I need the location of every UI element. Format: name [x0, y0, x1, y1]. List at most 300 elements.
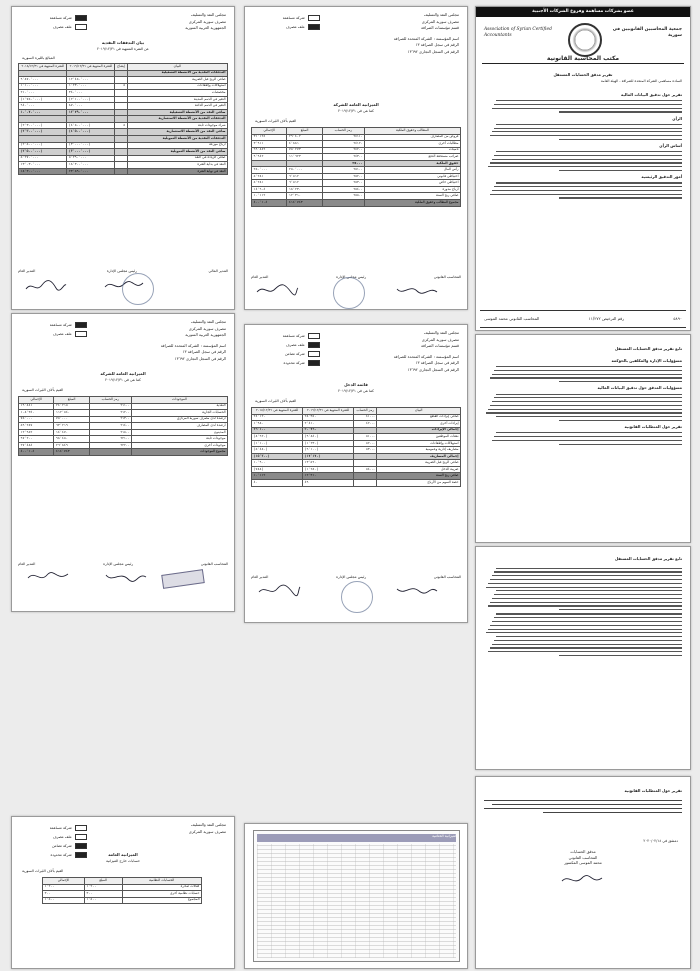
- company-seal-icon: [122, 273, 154, 305]
- text-line: [492, 131, 682, 132]
- header-line: مصرف سورية المركزي: [188, 325, 226, 331]
- table-cell: [89, 449, 131, 456]
- table-cell: التغير في الذمم الدائنة: [127, 103, 227, 110]
- page-cash-flow-statement: [11, 6, 235, 310]
- table-cell: ٥٣٠٠٠: [353, 447, 376, 454]
- signature-auditor: المحاسب القانوني: [200, 562, 228, 566]
- page-header: [392, 331, 459, 374]
- report-title: تقرير مدقق الحسابات المستقل: [553, 72, 613, 77]
- checkbox-label: شركة مساهمة: [282, 15, 305, 20]
- table-cell: ٥٬٢٧٠٬٠٠٠: [19, 155, 67, 162]
- text-line: [559, 381, 682, 382]
- column-header: المبلغ: [54, 397, 89, 404]
- table-cell: ٥٬٢٩٠٬٠٠٠: [67, 155, 115, 162]
- page-header: [392, 13, 459, 56]
- table-cell: صافي ربح السنة: [377, 473, 461, 480]
- currency-note: القيم بآلاف الليرات السورية: [22, 388, 64, 392]
- table-cell: (٩٬٨٤٠): [302, 434, 353, 441]
- table-cell: ٢٥٢٠٠: [322, 173, 364, 180]
- text-line: [488, 605, 682, 606]
- table-cell: ١٢٬٩٥٢: [19, 429, 54, 436]
- footer-license: رقم الترخيص ١١/٢٧٢: [588, 315, 625, 321]
- table-cell: ٢٤٣٠٠: [322, 154, 364, 161]
- checkbox-icon[interactable]: [75, 843, 87, 849]
- header-line: اسم المؤسسة : الشركة المتحدة للصرافة: [160, 342, 226, 348]
- checkbox-icon[interactable]: [308, 360, 320, 366]
- checkbox-label: شركة مساهمة: [49, 15, 72, 20]
- table-cell: ٧٥٬٠٠٠: [54, 416, 89, 423]
- paragraph-block: [484, 151, 682, 171]
- currency-note: المبالغ بالليرة السورية: [22, 56, 55, 60]
- text-line: [492, 108, 682, 109]
- table-cell: المجموع: [122, 897, 202, 904]
- table-cell: ١٬٢٠٠: [43, 884, 85, 891]
- table-cell: النقد في بداية الفترة: [127, 162, 227, 169]
- table-cell: ١٠٬٠٧٠٬٠٠٠: [19, 109, 67, 116]
- table-cell: ٣٠٬٧٦٠: [302, 427, 353, 434]
- table-cell: (٢٬٣٠٠٬٠٠٠): [19, 122, 67, 129]
- column-header: الإجمالي: [19, 397, 54, 404]
- table-cell: ١٢٬٤٥٠٬٠٠٠: [67, 77, 115, 84]
- table-row: [252, 200, 461, 207]
- table-cell: (٧٨٨): [252, 466, 303, 473]
- text-line: [494, 104, 682, 105]
- table-cell: قروض من المصارف: [364, 134, 460, 141]
- table-cell: ١١٬٦٢٣: [287, 154, 322, 161]
- checkbox-icon[interactable]: [308, 333, 320, 339]
- header-line: الرقم في سجل الصرافة ١٣: [182, 349, 226, 355]
- table-cell: ٢٧٬٤٨٤: [19, 442, 54, 449]
- table-cell: ١٢٬٧٩٠٬٠٠٠: [67, 109, 115, 116]
- table-cell: احتياطي قانوني: [364, 173, 460, 180]
- table-cell: النقدية: [131, 403, 227, 410]
- income-table: [251, 407, 461, 487]
- section-heading: أساس الرأي: [659, 143, 682, 149]
- statement-subtitle: حسابات خارج الميزانية: [106, 859, 140, 863]
- text-line: [492, 440, 682, 441]
- sheet-title: الميزانية الختامية: [432, 834, 457, 838]
- column-header: المطالب وحقوق الملكية: [364, 128, 460, 135]
- table-cell: ٥: [115, 122, 127, 129]
- text-line: [492, 644, 682, 645]
- text-line: [496, 590, 682, 591]
- statement-title: قائمة الدخل: [344, 382, 368, 387]
- checkbox-label: ملف مصرف: [52, 331, 72, 336]
- table-cell: التدفقات النقدية من الأنشطة التشغيلية: [127, 70, 227, 77]
- signature-gm: المدير العام: [251, 275, 269, 279]
- header-line: مصرف سورية المركزي: [188, 828, 226, 834]
- firm-name: مكتب المحاسبة القانونية: [546, 55, 620, 62]
- checkbox-row[interactable]: [20, 834, 87, 840]
- table-cell: ١٬٥٠٠: [84, 897, 122, 904]
- table-cell: ٤١٠٠٠: [353, 414, 376, 421]
- table-cell: (١٧٬١٧٠): [302, 453, 353, 460]
- table-cell: (٤٬٥٠٠٬٠٠٠): [67, 129, 115, 136]
- table-cell: ٥٢٠٠٠: [353, 440, 376, 447]
- table-cell: صافي الزيادة في النقد: [127, 155, 227, 162]
- header-line: مصرف سورية المركزي: [421, 336, 459, 342]
- table-cell: (١٬٢٨٠): [302, 466, 353, 473]
- table-cell: ٦٬٥١٢: [287, 180, 322, 187]
- table-cell: (٨٬٦٢٠): [252, 434, 303, 441]
- checkbox-icon[interactable]: [308, 351, 320, 357]
- table-cell: ٢٤١٢٠: [322, 141, 364, 148]
- entity-type-checkboxes: [20, 15, 87, 33]
- table-cell: صافي ربح السنة: [364, 193, 460, 200]
- checkbox-row[interactable]: [253, 333, 320, 339]
- table-cell: (١٥٬٢٠٠): [252, 453, 303, 460]
- table-cell: استهلاكات وإطفاءات: [377, 440, 461, 447]
- table-cell: تأمينات: [364, 147, 460, 154]
- text-line: [492, 401, 682, 402]
- text-line: [494, 594, 682, 595]
- checkbox-row[interactable]: [253, 351, 320, 357]
- checkbox-label: ملف مصرف: [52, 24, 72, 29]
- table-cell: صافي النقد من الأنشطة التشغيلية: [127, 109, 227, 116]
- checkbox-label: ملف مصرف: [285, 342, 305, 347]
- page-report-continued: [475, 334, 691, 543]
- table-cell: ٥: [115, 83, 127, 90]
- text-line: [488, 651, 682, 652]
- page-header: [159, 13, 226, 33]
- page-off-balance: [11, 816, 235, 969]
- table-cell: ٢٥٥٠٠: [322, 193, 364, 200]
- header-line: الرقم في السجل التجاري ١٣٦٩٢: [174, 355, 226, 361]
- report-sections: [484, 565, 682, 659]
- signature-chairman: رئيس مجلس الإدارة: [336, 275, 367, 279]
- checkbox-row[interactable]: [253, 360, 320, 366]
- checkbox-icon[interactable]: [75, 15, 87, 21]
- report-addressee: السادة مساهمي الشركة المتحدة للصرافة - الهيئة العامة: [600, 79, 682, 83]
- text-line: [488, 583, 682, 584]
- checkbox-row[interactable]: [253, 24, 320, 30]
- report-sections: [484, 355, 682, 448]
- text-line: [494, 397, 682, 398]
- paragraph-block: [484, 100, 682, 113]
- table-cell: التغير في الذمم المدينة: [127, 96, 227, 103]
- table-cell: (١٬٢٣٠): [302, 440, 353, 447]
- table-cell: أرصدة لدى المصارف: [131, 423, 227, 430]
- checkbox-icon[interactable]: [308, 24, 320, 30]
- entity-type-checkboxes: [253, 15, 320, 33]
- text-line: [488, 629, 682, 630]
- text-line: [559, 444, 682, 445]
- table-cell: [322, 200, 364, 207]
- table-cell: ٥٬٢٨١: [252, 180, 287, 187]
- signature-scribble-icon: [24, 279, 68, 293]
- header-line: مصرف سورية المركزي: [188, 18, 226, 24]
- header-line: مجلس النقد والتسليف: [190, 12, 226, 17]
- table-cell: [353, 480, 376, 487]
- table-cell: ٤٠٠٬١٠٤: [19, 449, 54, 456]
- column-header: للفترة المنتهية في ٢٠١٨/١٢/٣١: [19, 64, 67, 71]
- table-cell: ٢٢١٠٠: [89, 436, 131, 443]
- table-cell: إجمالي الإيرادات: [377, 427, 461, 434]
- table-cell: مجموع الموجودات: [131, 449, 227, 456]
- header-line: اسم المؤسسة : الشركة المتحدة للصرافة: [393, 353, 459, 359]
- off-balance-table: [42, 877, 202, 904]
- table-cell: ٤١٤٬٧٤٣: [287, 200, 322, 207]
- section-heading: أمور التدقيق الرئيسية: [641, 174, 682, 180]
- table-cell: ١٬٩٨٠: [252, 421, 303, 428]
- table-cell: ١٬٥٠٠: [43, 897, 85, 904]
- table-cell: ٢٦٬١٠٠: [252, 427, 303, 434]
- signature-scribble-icon: [104, 570, 148, 584]
- checkbox-icon[interactable]: [308, 342, 320, 348]
- entity-type-checkboxes: [253, 333, 320, 369]
- text-line: [559, 609, 682, 610]
- table-cell: موجودات أخرى: [131, 442, 227, 449]
- paragraph-block: [484, 394, 682, 422]
- report-sections: [484, 89, 682, 202]
- table-cell: ٦٣٬٢١٩: [54, 423, 89, 430]
- table-cell: ٦٬٥١٢: [287, 173, 322, 180]
- table-cell: (٢٬١٠٠٬٠٠٠): [67, 96, 115, 103]
- checkbox-icon[interactable]: [308, 15, 320, 21]
- table-cell: صافي النقد من الأنشطة الاستثمارية: [127, 129, 227, 136]
- text-line: [496, 432, 682, 433]
- table-cell: ٣٠٠: [84, 891, 122, 898]
- page-income-statement: [244, 324, 468, 623]
- text-line: [490, 135, 682, 136]
- checkbox-icon[interactable]: [75, 825, 87, 831]
- table-cell: ٣١٬١٢٤: [252, 134, 287, 141]
- signature-gm: المدير العام: [18, 562, 36, 566]
- table-row: [19, 168, 228, 175]
- section-heading: مسؤوليات المدقق حول تدقيق البيانات المالية: [597, 385, 682, 391]
- signature-auditor: المحاسب القانوني: [433, 575, 461, 579]
- table-cell: صافي إيرادات القطع: [377, 414, 461, 421]
- signature-block: [18, 562, 228, 566]
- association-name-en: Association of Syrian Certified Accountants: [484, 27, 552, 39]
- legal-requirements-section: [484, 785, 682, 795]
- table-cell: ٢٩٬٤٠٢: [287, 134, 322, 141]
- header-line: مجلس النقد والتسليف: [190, 319, 226, 324]
- text-line: [490, 194, 682, 195]
- closing-signature: [476, 849, 690, 866]
- table-cell: (٦٬١٠٠): [302, 447, 353, 454]
- signature-chairman: رئيس مجلس الإدارة: [336, 575, 367, 579]
- checkbox-row[interactable]: [253, 342, 320, 348]
- paragraph-block: [484, 182, 682, 198]
- table-cell: ١٣٬٥٩٠: [302, 460, 353, 467]
- page-header: [159, 320, 226, 363]
- column-header: للفترة المنتهية في ٢٠١٨/١٢/٣١: [252, 408, 303, 415]
- table-cell: أرصدة لدى مصرف سورية المركزي: [131, 416, 227, 423]
- text-line: [490, 602, 682, 603]
- text-line: [496, 151, 682, 152]
- text-line: [559, 420, 682, 421]
- table-cell: ١٣٬٠٣٠٬٠٠٠: [19, 162, 67, 169]
- table-cell: (٣٬٠٠٠٬٠٠٠): [67, 142, 115, 149]
- text-line: [496, 394, 682, 395]
- column-header: الموجودات: [131, 397, 227, 404]
- table-cell: (٢٬٣٠٠٬٠٠٠): [19, 129, 67, 136]
- table-cell: ٢٢٢٠٠: [89, 442, 131, 449]
- statement-subtitle: عن الفترة المنتهية في ٢٠١٩/١٢/٣١: [97, 47, 149, 51]
- table-cell: نفقات الموظفين: [377, 434, 461, 441]
- checkbox-icon[interactable]: [75, 322, 87, 328]
- cash-flow-table: [18, 63, 228, 175]
- table-cell: التدفقات النقدية من الأنشطة الاستثمارية: [127, 116, 227, 123]
- table-cell: ٢١٤٠٠: [89, 423, 131, 430]
- header-line: الرقم في سجل الصرافة ١٣: [415, 360, 459, 366]
- paragraph-block: [484, 568, 682, 611]
- table-cell: حصة السهم من الأرباح: [377, 480, 461, 487]
- rotated-spreadsheet: [253, 830, 460, 962]
- statement-subtitle: كما هي في ٢٠١٩/١٢/٣١: [105, 378, 141, 382]
- official-stamp-icon: [161, 569, 205, 589]
- table-cell: ١٤٬٦٠٤: [252, 186, 287, 193]
- table-cell: ٨٧٠٬٠٠٠: [67, 103, 115, 110]
- signature-scribble-icon: [255, 283, 299, 297]
- table-cell: ٥٬٢٨١: [252, 173, 287, 180]
- text-line: [496, 568, 682, 569]
- table-cell: ٢٥٤٠٠: [322, 186, 364, 193]
- table-cell: (٣٬٠٠٠٬٠٠٠): [67, 149, 115, 156]
- text-line: [486, 412, 682, 413]
- text-line: [492, 621, 682, 622]
- page-report-text: [475, 546, 691, 770]
- table-cell: ١٠٬٩٠٠: [252, 460, 303, 467]
- table-row: [252, 480, 461, 487]
- table-cell: ٧٥٬٠٠٠: [19, 416, 54, 423]
- text-line: [492, 575, 682, 576]
- text-line: [494, 617, 682, 618]
- table-cell: ١٬١٠٠٬٠٠٠: [19, 83, 67, 90]
- table-cell: ٢٬٤١٠: [302, 421, 353, 428]
- page-balance-liabilities: [244, 6, 468, 310]
- text-line: [496, 124, 682, 125]
- checkbox-row[interactable]: [20, 322, 87, 328]
- table-cell: ١٬٢٣٠٬٠٠٠: [67, 83, 115, 90]
- table-cell: ٥٩٬٢٨٧: [19, 423, 54, 430]
- table-cell: ٢٤١١٠: [322, 134, 364, 141]
- column-header: رمز الحساب: [89, 397, 131, 404]
- table-cell: ٥٤٠٠٠: [353, 466, 376, 473]
- header-line: الرقم في سجل الصرافة ١٣: [415, 42, 459, 48]
- checkbox-label: شركة تضامن: [284, 351, 305, 356]
- table-cell: ١٢٬٣١٠: [302, 473, 353, 480]
- table-cell: إجمالي المصاريف: [377, 453, 461, 460]
- header-line: الرقم في السجل التجاري ١٣٦٩٢: [407, 366, 459, 372]
- signature-gm: المدير العام: [251, 575, 269, 579]
- checkbox-row[interactable]: [20, 843, 87, 849]
- checkbox-icon[interactable]: [75, 834, 87, 840]
- table-cell: [115, 168, 127, 175]
- table-cell: ٧٥٬٢٧٣: [287, 147, 322, 154]
- table-cell: ١٤٬٤٧٠: [54, 429, 89, 436]
- table-cell: (١٬١٠٠): [252, 440, 303, 447]
- currency-note: القيم بآلاف الليرات السورية: [22, 869, 64, 873]
- checkbox-row[interactable]: [253, 15, 320, 21]
- column-header: الإجمالي: [252, 128, 287, 135]
- sheet-header-band: [257, 834, 456, 842]
- table-cell: إيرادات أخرى: [377, 421, 461, 428]
- statement-subtitle: كما هي في ٢٠١٩/١٢/٣١: [338, 389, 374, 393]
- text-line: [559, 170, 682, 171]
- text-line: [490, 377, 682, 378]
- column-header: البيان: [377, 408, 461, 415]
- company-seal-icon: [341, 581, 373, 613]
- text-line: [490, 647, 682, 648]
- text-line: [494, 571, 682, 572]
- table-cell: الحسابات الجارية: [131, 410, 227, 417]
- table-cell: ٣٬٩١١: [252, 141, 287, 148]
- table-cell: أرباح مدورة: [364, 186, 460, 193]
- checkbox-row[interactable]: [20, 331, 87, 337]
- table-cell: ١٠٬١١٢: [252, 473, 303, 480]
- checkbox-row[interactable]: [20, 15, 87, 21]
- table-cell: ٤٢٠٠٠: [353, 421, 376, 428]
- table-cell: ١٠٬١١٢: [252, 193, 287, 200]
- table-cell: ١٠٨٬٣٤٠: [19, 410, 54, 417]
- statement-title: الميزانية العامة: [108, 852, 138, 857]
- text-line: [494, 186, 682, 187]
- closing-line: مدقق الحسابات: [570, 849, 596, 854]
- table-cell: ١٨٬٢٣٠: [287, 186, 322, 193]
- text-line: [492, 598, 682, 599]
- report-intro: [484, 69, 682, 87]
- checkbox-icon[interactable]: [75, 24, 87, 30]
- report-footer: [480, 310, 686, 328]
- header-line: الجمهورية العربية السورية: [185, 25, 226, 31]
- table-cell: ٢٤٬٢١٥: [54, 403, 89, 410]
- column-header: المبلغ: [84, 878, 122, 885]
- divider: [482, 63, 684, 64]
- table-cell: ٢٤٬١٢٠: [252, 414, 303, 421]
- table-cell: ٢٣٬٥٩٠٬٠٠٠: [67, 168, 115, 175]
- table-cell: ٤٬٨٨١: [287, 141, 322, 148]
- table-cell: ٢١٢٠٠: [89, 410, 131, 417]
- signature-chairman: رئيس مجلس الإدارة: [103, 562, 134, 566]
- section-heading: تقرير حول المتطلبات القانونية: [624, 788, 682, 793]
- letterhead-banner: عضو بشركات مساهمة وفروع الشركات الأجنبية: [476, 7, 690, 17]
- sheet-grid: [257, 844, 456, 958]
- table-cell: ضريبة الدخل: [377, 466, 461, 473]
- header-line: الرقم في السجل التجاري ١٣٦٩٢: [407, 48, 459, 54]
- checkbox-label: شركة مساهمة: [49, 322, 72, 327]
- text-line: [492, 159, 682, 160]
- report-continued-heading: [484, 343, 682, 353]
- checkbox-icon[interactable]: [75, 331, 87, 337]
- signature-chairman: رئيس مجلس الإدارة: [106, 269, 137, 273]
- table-cell: صافي النقد من الأنشطة التمويلية: [127, 149, 227, 156]
- table-cell: ٩٬٩٤٢: [252, 154, 287, 161]
- checkbox-row[interactable]: [20, 24, 87, 30]
- table-cell: صافي الربح قبل الضريبة: [127, 77, 227, 84]
- text-line: [496, 613, 682, 614]
- signature-gm: المدير العام: [18, 269, 36, 273]
- table-cell: ١٬٢٠٠: [84, 884, 122, 891]
- table-cell: (٢٬٥٠٠٬٠٠٠): [19, 149, 67, 156]
- table-cell: ٢١٣٠٠: [89, 416, 131, 423]
- table-cell: صافي الربح قبل الضريبة: [377, 460, 461, 467]
- signature-scribble-icon: [560, 873, 604, 887]
- header-line: قسم مؤسسات الصرافة: [421, 343, 459, 349]
- table-cell: التدفقات النقدية من الأنشطة التمويلية: [127, 136, 227, 143]
- checkbox-row[interactable]: [20, 825, 87, 831]
- signature-block: [251, 575, 461, 579]
- text-line: [488, 409, 682, 410]
- text-line: [559, 139, 682, 140]
- report-continued-heading: [484, 553, 682, 563]
- table-cell: ٤١٤٬٧٤٣: [54, 449, 89, 456]
- assets-table: [18, 396, 228, 456]
- table-cell: كفالات صادرة: [122, 884, 202, 891]
- closing-line: محمد الموسى المكسور: [564, 860, 602, 866]
- table-cell: ٤٠: [252, 480, 303, 487]
